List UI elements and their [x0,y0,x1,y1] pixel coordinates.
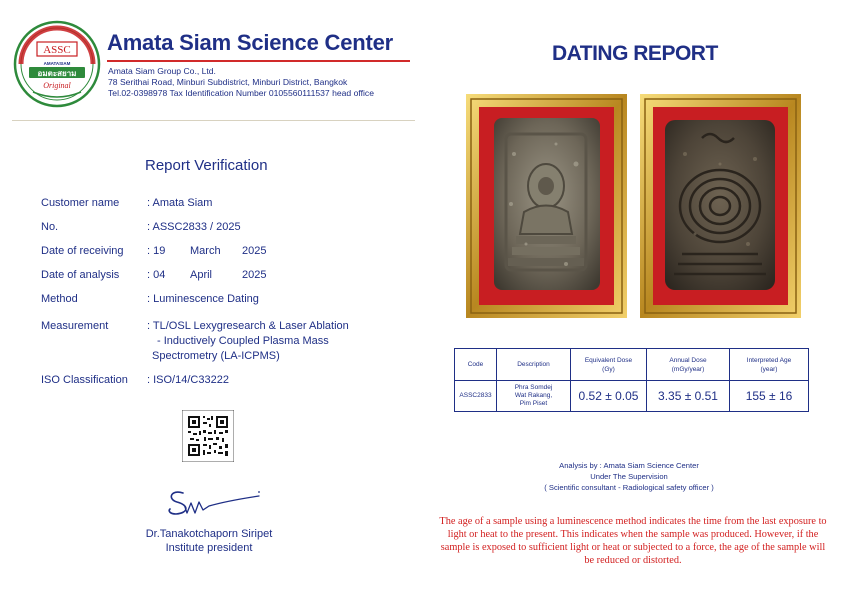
luminescence-disclaimer: The age of a sample using a luminescence method indicates the time from the last exposure to light or heat to the present. This indicates when the sample was produced. However, if the sample is exposed to sufficient light or heat or subjected to a force, the age of the sample will be reduced or distorted. [439,516,827,566]
field-value: : Amata Siam [147,197,213,209]
measurement-line: : TL/OSL Lexygresearch & Laser Ablation [147,320,349,332]
dating-report-title: DATING REPORT [552,42,718,65]
header-line: Annual Dose [669,356,707,364]
field-value [147,244,266,259]
signatory-name: Dr.Tanakotchaporn Siripet [145,528,273,540]
measurement-line: Spectrometry (LA-ICPMS) [152,350,280,362]
signatory-block [123,527,295,555]
date-year: 2025 [242,269,267,281]
amulet-front-photo [466,94,627,318]
field-label: Method [41,293,78,305]
verification-qr-code[interactable] [182,410,234,462]
company-name: Amata Siam Science Center [107,30,394,55]
svg-text:ASSC: ASSC [43,44,71,56]
svg-text:AMATASIAM: AMATASIAM [43,61,71,66]
field-label: Date of analysis [41,269,120,281]
header-line: Interpreted Age [746,356,792,364]
company-name-underline [107,60,410,62]
date-day: : 04 [147,269,166,281]
assc-seal-logo [13,20,101,108]
header-line: (year) [760,365,778,373]
svg-text:Original: Original [43,81,71,90]
company-address: 78 Serithai Road, Minburi Subdistrict, Minburi District, Bangkok [108,77,348,87]
header-line: Equivalent Dose [584,356,633,364]
field-label: Date of receiving [41,245,124,257]
signatory-title: Institute president [165,542,253,554]
analysis-line: Under The Supervision [590,472,668,481]
field-label: Measurement [41,320,109,332]
president-signature [163,483,263,521]
date-month: April [190,269,213,281]
date-month: March [190,245,221,257]
analysis-line: ( Scientific consultant - Radiological safety officer ) [544,483,714,492]
description-line: Wat Rakang, [514,392,553,399]
svg-text:อมตะสยาม: อมตะสยาม [37,69,77,78]
field-value [147,268,266,283]
report-verification-title: Report Verification [145,157,268,174]
measurement-line: - Inductively Coupled Plasma Mass [157,335,329,347]
header-description: Description [497,349,571,381]
header-line: (Gy) [602,365,615,373]
header-divider [12,120,415,121]
cell-equivalent-dose: 0.52 ± 0.05 [571,381,647,412]
description-line: Pim Piset [519,400,548,407]
field-label: Customer name [41,197,120,209]
header-interpreted-age [730,349,809,381]
analysis-line: Analysis by : Amata Siam Science Center [559,461,699,470]
field-value: : ASSC2833 / 2025 [147,221,241,233]
analysis-credit [512,460,746,493]
header-equivalent-dose [571,349,647,381]
date-year: 2025 [242,245,267,257]
cell-annual-dose: 3.35 ± 0.51 [647,381,730,412]
description-line: Phra Somdej [514,384,553,391]
company-info [108,66,374,99]
header-annual-dose [647,349,730,381]
company-contact: Tel.02-0398978 Tax Identification Number 0105560111537 head office [108,88,374,98]
cell-interpreted-age: 155 ± 16 [730,381,809,412]
header-code: Code [455,349,497,381]
field-value [147,319,349,364]
amulet-back-photo [640,94,801,318]
dating-results-table [454,348,809,412]
cell-description [497,381,571,412]
table-row [455,381,809,412]
table-header-row [455,349,809,381]
field-label: No. [41,221,59,233]
company-group: Amata Siam Group Co., Ltd. [108,66,216,76]
cell-code: ASSC2833 [455,381,497,412]
field-label: ISO Classification [41,374,128,386]
field-value: : ISO/14/C33222 [147,374,229,386]
field-value: : Luminescence Dating [147,293,259,305]
date-day: : 19 [147,245,166,257]
header-line: (mGy/year) [671,365,705,373]
